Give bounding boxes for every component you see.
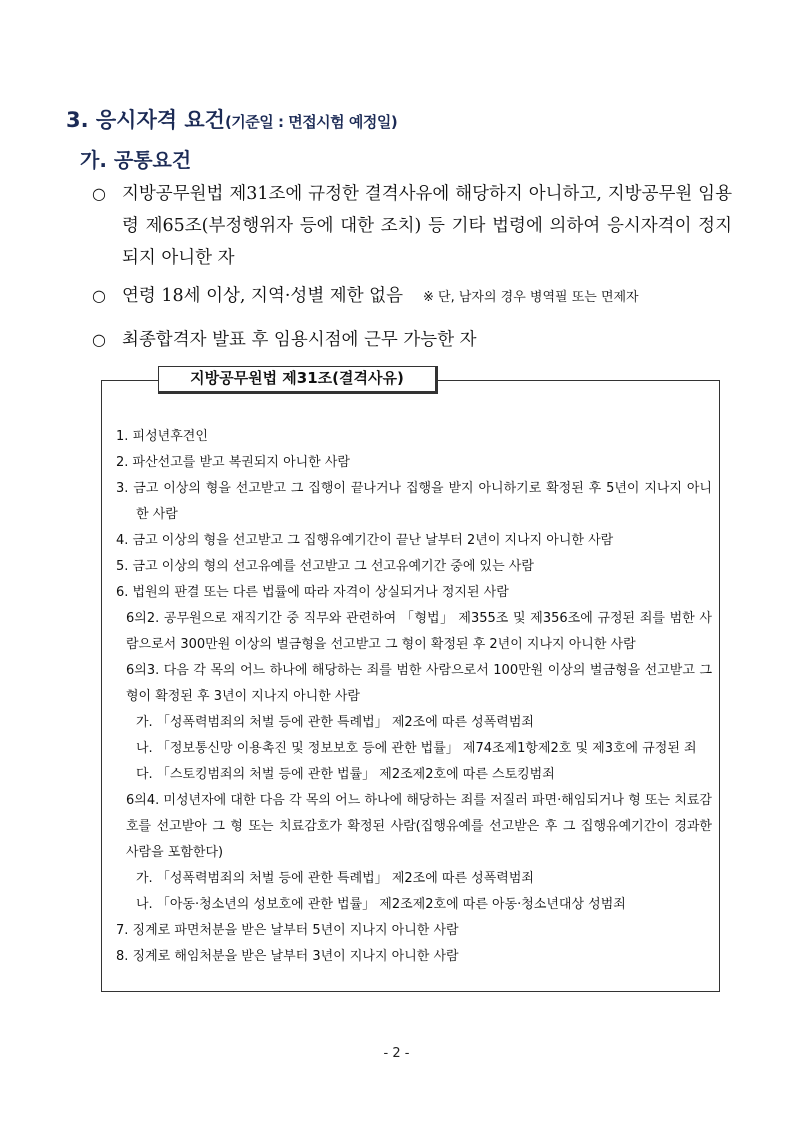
disqualification-item: 3. 금고 이상의 형을 선고받고 그 집행이 끝나거나 집행을 받지 아니하기로 확정된 후 5년이 지나지 아니한 사람	[116, 481, 712, 522]
disqualification-item: 4. 금고 이상의 형을 선고받고 그 집행유예기간이 끝난 날부터 2년이 지나지 아니한 사람	[116, 533, 614, 548]
circle-bullet-icon: ○	[92, 286, 106, 305]
disqualification-subitem: 가. 「성폭력범죄의 처벌 등에 관한 특례법」 제2조에 따른 성폭력범죄	[136, 715, 534, 730]
disqualification-item: 6의3. 다음 각 목의 어느 하나에 해당하는 죄를 범한 사람으로서 100만원 이상의 벌금형을 선고받고 그 형이 확정된 후 3년이 지나지 아니한 사람	[126, 663, 712, 704]
disqualification-item: 2. 파산선고를 받고 복권되지 아니한 사람	[116, 455, 350, 470]
subsection-title: 가. 공통요건	[80, 148, 192, 172]
requirement-text: 최종합격자 발표 후 임용시점에 근무 가능한 자	[122, 330, 477, 350]
requirements-list	[92, 178, 732, 356]
requirement-text: 연령 18세 이상, 지역·성별 제한 없음	[122, 286, 403, 306]
section-title-text: 3. 응시자격 요건	[66, 108, 225, 132]
disqualification-item: 7. 징계로 파면처분을 받은 날부터 5년이 지나지 아니한 사람	[116, 923, 459, 938]
disqualification-item: 6의4. 미성년자에 대한 다음 각 목의 어느 하나에 해당하는 죄를 저질러 파면·해임되거나 형 또는 치료감호를 선고받아 그 형 또는 치료감호가 확정된 사람(집행유예를 선고받은 후 그 집행유예기간이 경과한 사람을 포함한다)	[126, 793, 712, 860]
disqualification-subitem: 가. 「성폭력범죄의 처벌 등에 관한 특례법」 제2조에 따른 성폭력범죄	[136, 871, 534, 886]
requirement-note: ※ 단, 남자의 경우 병역필 또는 면제자	[422, 290, 639, 305]
requirement-item	[92, 324, 732, 356]
disqualification-item: 5. 금고 이상의 형의 선고유예를 선고받고 그 선고유예기간 중에 있는 사람	[116, 559, 534, 574]
disqualification-subitem: 나. 「아동·청소년의 성보호에 관한 법률」 제2조제2호에 따른 아동·청소년대상 성범죄	[136, 897, 626, 912]
requirement-item	[92, 280, 732, 314]
requirement-text: 지방공무원법 제31조에 규정한 결격사유에 해당하지 아니하고, 지방공무원 임용령 제65조(부정행위자 등에 대한 조치) 등 기타 법령에 의하여 응시자격이 정지되지 아니한 자	[122, 184, 732, 268]
circle-bullet-icon: ○	[92, 184, 106, 203]
requirement-item	[92, 178, 732, 274]
circle-bullet-icon: ○	[92, 330, 106, 349]
disqualification-item: 6의2. 공무원으로 재직기간 중 직무와 관련하여 「형법」 제355조 및 제356조에 규정된 죄를 범한 사람으로서 300만원 이상의 벌금형을 선고받고 그 형이 확정된 후 2년이 지나지 아니한 사람	[126, 611, 712, 652]
disqualification-item: 8. 징계로 해임처분을 받은 날부터 3년이 지나지 아니한 사람	[116, 949, 459, 964]
disqualification-list	[116, 424, 712, 970]
disqualification-item: 1. 피성년후견인	[116, 429, 208, 444]
disqualification-subitem: 나. 「정보통신망 이용촉진 및 정보보호 등에 관한 법률」 제74조제1항제2호 및 제3호에 규정된 죄	[136, 741, 697, 756]
disqualification-subitem: 다. 「스토킹범죄의 처벌 등에 관한 법률」 제2조제2호에 따른 스토킹범죄	[136, 767, 555, 782]
disqualification-item: 6. 법원의 판결 또는 다른 법률에 따라 자격이 상실되거나 정지된 사람	[116, 585, 509, 600]
section-title-subtitle: (기준일 : 면접시험 예정일)	[224, 113, 398, 131]
section-title	[66, 104, 397, 138]
page-number: - 2 -	[383, 1046, 410, 1061]
legal-box-label: 지방공무원법 제31조(결격사유)	[158, 366, 438, 394]
